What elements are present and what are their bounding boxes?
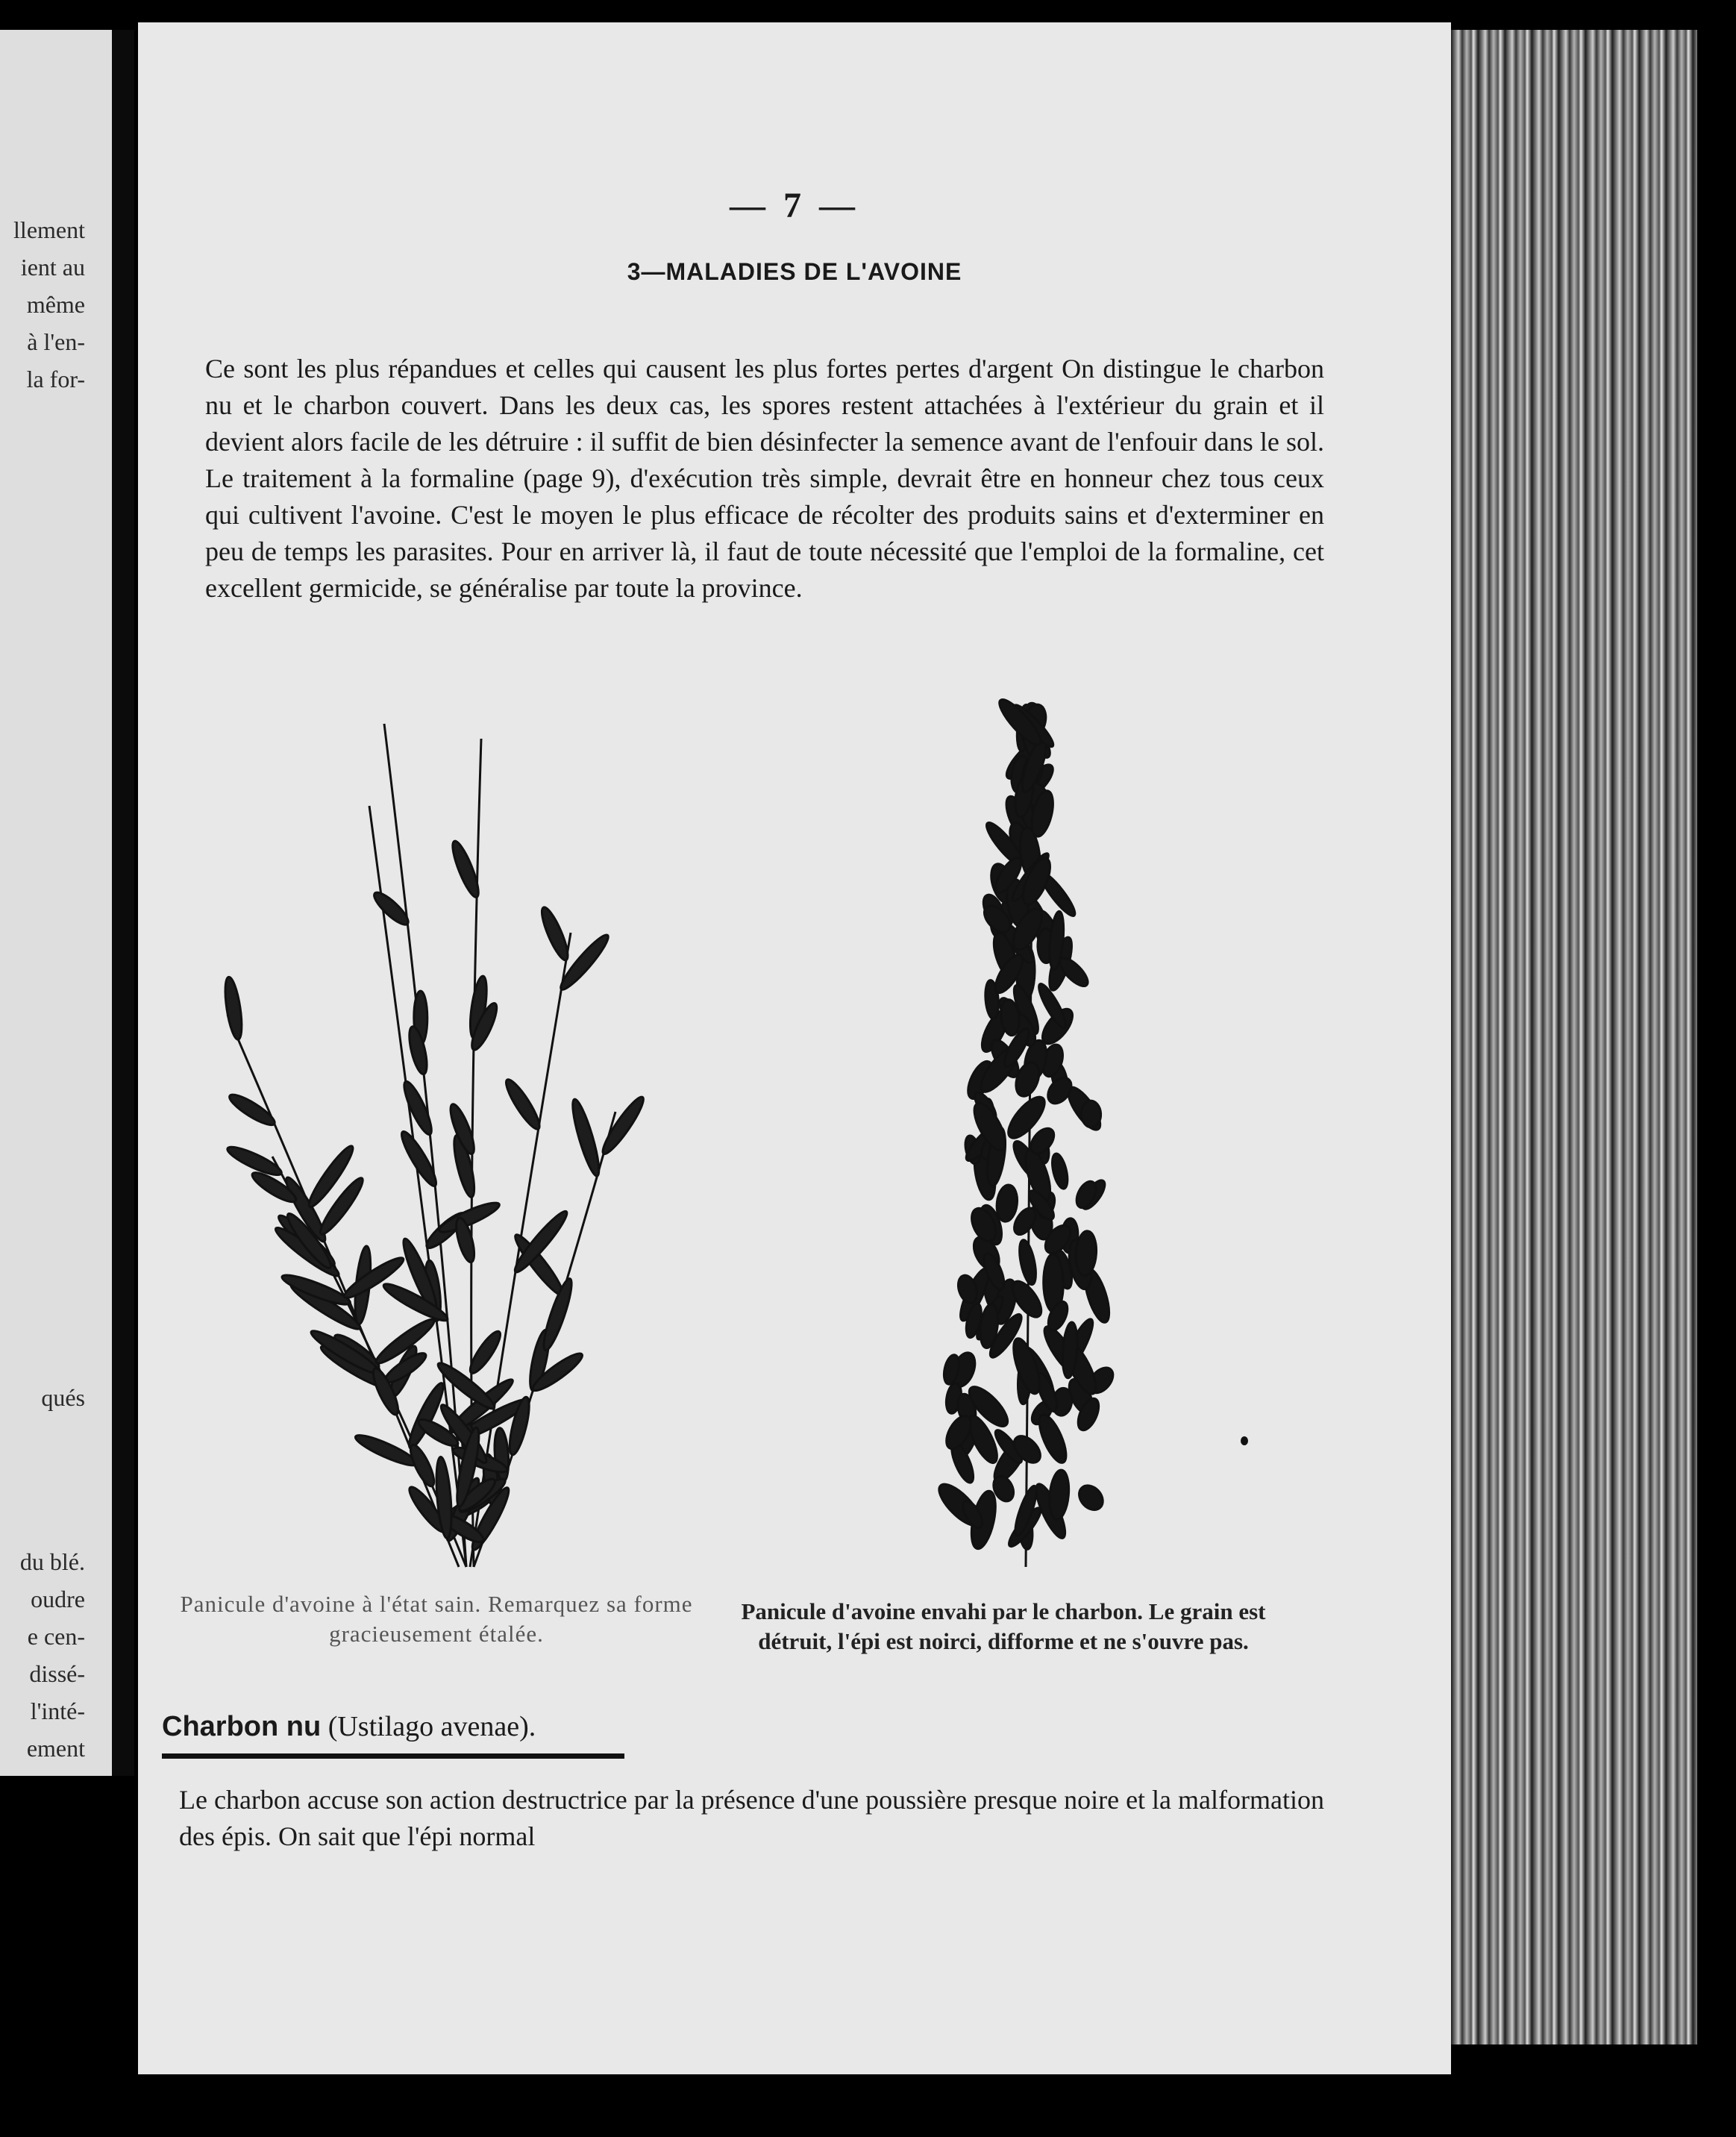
subsection-heading-latin: (Ustilago avenae). — [321, 1711, 536, 1742]
left-page-fragment: même — [26, 291, 85, 318]
smutted-spikelet — [1016, 1239, 1038, 1286]
figure-caption-smutted: Panicule d'avoine envahi par le charbon. Le grain est détruit, l'épi est noirci, difforme et ne s'ouvre pas. — [741, 1598, 1266, 1654]
smutted-spikelet — [1080, 1100, 1101, 1127]
subsection-heading-bold: Charbon nu — [162, 1711, 322, 1742]
smutted-spikelet — [1047, 1469, 1071, 1521]
smutted-spikelet — [1050, 1152, 1071, 1190]
smutted-panicle-svg — [847, 694, 1205, 1578]
subsection-heading — [162, 1710, 624, 1759]
healthy-panicle-svg — [198, 694, 720, 1578]
figure-caption-healthy: Panicule d'avoine à l'état sain. Remarquez sa forme gracieusement étalée. — [180, 1591, 693, 1647]
healthy-oat-panicle-illustration — [198, 694, 720, 1578]
left-page-fragment: oudre — [31, 1586, 85, 1612]
spikelet — [598, 1093, 648, 1157]
left-facing-page — [0, 30, 134, 1776]
smutted-spikelet — [1074, 1481, 1108, 1515]
smutted-spikelet — [994, 1183, 1019, 1222]
body-paragraph: Ce sont les plus répandues et celles qui causent les plus fortes pertes d'argent On distingue le charbon nu et le charbon couvert. Dans les deux cas, les spores restent attachées à l'extérieur du grain et il devient alors facile de les détruire : il suffit de bien désinfecter la semence avant de l'enfouir dans le sol. Le traitement à la formaline (page 9), d'exécution très simple, devrait être en honneur chez tous ceux qui cultivent l'avoine. C'est le moyen le plus efficace de récolter des produits sains et d'exterminer en peu de temps les parasites. Pour en arriver là, il faut de toute nécessité que l'emploi de la formaline, cet excellent germicide, se généralise par toute la province. — [205, 354, 1324, 603]
left-page-fragment: la for- — [26, 366, 85, 392]
section-heading: 3—MALADIES DE L'AVOINE — [627, 258, 962, 285]
left-page-fragment: ement — [26, 1735, 85, 1762]
left-page-fragment: du blé. — [19, 1548, 85, 1575]
left-page-fragment: l'inté- — [30, 1698, 85, 1724]
left-page-fragment: dissé- — [29, 1660, 85, 1687]
spikelet — [537, 905, 572, 963]
ink-speck — [1241, 1436, 1248, 1445]
left-page-fragment: ient au — [20, 254, 85, 281]
spikelet — [222, 976, 245, 1041]
left-page-fragment: à l'en- — [27, 328, 85, 355]
spikelet — [568, 1098, 604, 1178]
left-page-fragment: llement — [13, 216, 85, 243]
spikelet — [400, 1079, 436, 1137]
spikelet — [226, 1090, 278, 1130]
spikelet — [501, 1076, 544, 1132]
page-number: — 7 — — [730, 186, 859, 225]
left-page-fragment: qués — [41, 1384, 85, 1411]
left-page-fragment: e cen- — [27, 1623, 85, 1650]
body-paragraph-2: Le charbon accuse son action destructrice par la présence d'une poussière presque noire et la malformation des épis. On sait que l'épi normal — [179, 1785, 1324, 1851]
book-page — [138, 22, 1451, 2074]
page-edge-stack — [1451, 30, 1697, 2044]
smutted-oat-panicle-illustration — [847, 694, 1205, 1578]
